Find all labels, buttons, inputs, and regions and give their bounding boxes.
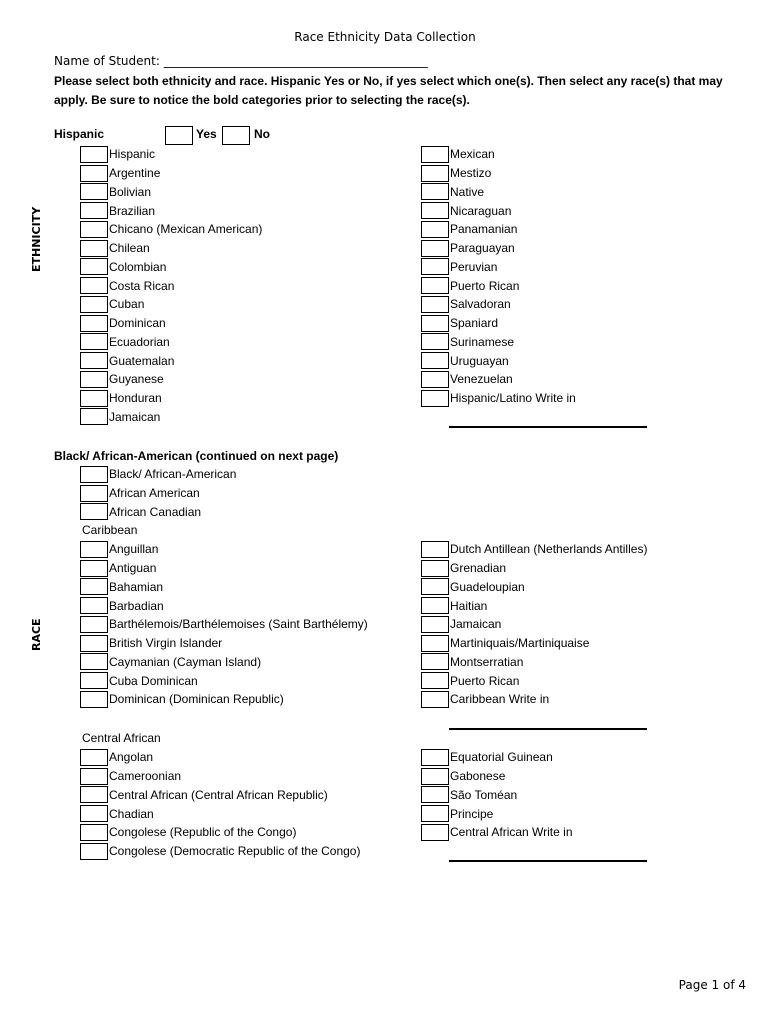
hispanic-option-label: Nicaraguan	[450, 203, 512, 218]
hispanic-option[interactable]	[80, 201, 155, 220]
hispanic-option[interactable]	[421, 183, 484, 202]
hispanic-option-label: Puerto Rican	[450, 278, 520, 293]
central-african-option-label: Gabonese	[450, 769, 506, 784]
hispanic-option-label: Spaniard	[450, 316, 499, 331]
central-african-option[interactable]	[421, 767, 505, 786]
hispanic-option[interactable]	[421, 145, 495, 164]
hispanic-option[interactable]	[80, 220, 262, 239]
hispanic-checkbox[interactable]	[421, 240, 449, 257]
caribbean-option-label: Martiniquais/Martiniquaise	[450, 636, 590, 651]
caribbean-option[interactable]	[80, 596, 164, 615]
race-side-label: RACE	[30, 618, 43, 651]
hispanic-option[interactable]	[80, 239, 150, 258]
hispanic-option-label: Costa Rican	[109, 278, 175, 293]
caribbean-option[interactable]	[80, 578, 163, 597]
central-african-option[interactable]	[80, 823, 296, 842]
central-african-option-label: Cameroonian	[109, 769, 182, 784]
central-african-option[interactable]	[421, 748, 553, 767]
hispanic-option[interactable]	[421, 201, 511, 220]
hispanic-checkbox[interactable]	[421, 165, 449, 182]
caribbean-option-label: Haitian	[450, 598, 488, 613]
hispanic-option-label: Ecuadorian	[109, 334, 170, 349]
caribbean-option[interactable]	[421, 578, 525, 597]
hispanic-option-label: Salvadoran	[450, 297, 511, 312]
caribbean-option[interactable]	[80, 653, 261, 672]
central-african-option[interactable]	[80, 767, 181, 786]
hispanic-checkbox[interactable]	[80, 390, 108, 407]
central-african-checkbox[interactable]	[80, 805, 108, 822]
hispanic-checkbox[interactable]	[421, 146, 449, 163]
hispanic-checkbox[interactable]	[80, 146, 108, 163]
hispanic-checkbox[interactable]	[421, 315, 449, 332]
hispanic-option[interactable]	[80, 295, 144, 314]
black-option[interactable]	[80, 484, 200, 503]
hispanic-checkbox[interactable]	[80, 371, 108, 388]
hispanic-no-checkbox[interactable]	[222, 126, 250, 145]
central-african-option-label: Central African Write in	[450, 825, 573, 840]
caribbean-option[interactable]	[421, 540, 647, 559]
caribbean-heading: Caribbean	[82, 523, 138, 537]
hispanic-option-label: Argentine	[109, 166, 161, 181]
hispanic-checkbox[interactable]	[80, 183, 108, 200]
black-option-label: African Canadian	[109, 504, 202, 519]
hispanic-checkbox[interactable]	[80, 333, 108, 350]
hispanic-checkbox[interactable]	[80, 202, 108, 219]
black-checkbox[interactable]	[80, 503, 108, 520]
hispanic-checkbox[interactable]	[80, 240, 108, 257]
caribbean-checkbox[interactable]	[421, 635, 449, 652]
central-african-option-label: Equatorial Guinean	[450, 750, 553, 765]
caribbean-option[interactable]	[421, 634, 589, 653]
caribbean-option[interactable]	[421, 559, 506, 578]
caribbean-checkbox[interactable]	[421, 560, 449, 577]
central-african-write-in-line[interactable]	[449, 860, 647, 862]
hispanic-checkbox[interactable]	[421, 202, 449, 219]
hispanic-option[interactable]	[421, 164, 491, 183]
caribbean-option-label: Caribbean Write in	[450, 692, 550, 707]
hispanic-option[interactable]	[80, 164, 160, 183]
hispanic-option-label: Hispanic/Latino Write in	[450, 391, 576, 406]
hispanic-option-label: Bolivian	[109, 184, 152, 199]
hispanic-checkbox[interactable]	[421, 296, 449, 313]
hispanic-option-label: Guatemalan	[109, 353, 175, 368]
hispanic-option[interactable]	[80, 276, 174, 295]
hispanic-option-label: Cuban	[109, 297, 145, 312]
hispanic-option-label: Venezuelan	[450, 372, 513, 387]
ethnicity-side-label: ETHNICITY	[30, 206, 43, 272]
black-option[interactable]	[80, 465, 236, 484]
hispanic-checkbox[interactable]	[80, 296, 108, 313]
hispanic-option[interactable]	[80, 183, 151, 202]
hispanic-checkbox[interactable]	[80, 352, 108, 369]
instructions: Please select both ethnicity and race. Hispanic Yes or No, if yes select which one(s). Then select any race(s) that may apply. Be sure to notice the bold categories prior to selecting the race(s).	[54, 74, 723, 107]
student-name-field[interactable]: Name of Student: ____________________________________________	[54, 54, 428, 68]
hispanic-checkbox[interactable]	[421, 277, 449, 294]
black-option[interactable]	[80, 503, 201, 522]
hispanic-option[interactable]	[421, 239, 515, 258]
caribbean-checkbox[interactable]	[421, 672, 449, 689]
caribbean-checkbox[interactable]	[80, 616, 108, 633]
hispanic-option[interactable]	[421, 389, 576, 408]
hispanic-option-label: Guyanese	[109, 372, 164, 387]
hispanic-option[interactable]	[421, 314, 498, 333]
central-african-option[interactable]	[421, 823, 573, 842]
caribbean-option-label: Montserratian	[450, 654, 524, 669]
hispanic-heading: Hispanic	[54, 127, 105, 141]
caribbean-checkbox[interactable]	[80, 691, 108, 708]
black-checkbox[interactable]	[80, 485, 108, 502]
central-african-checkbox[interactable]	[80, 824, 108, 841]
hispanic-option[interactable]	[421, 351, 509, 370]
hispanic-checkbox[interactable]	[421, 258, 449, 275]
caribbean-checkbox[interactable]	[80, 653, 108, 670]
caribbean-option-label: Guadeloupian	[450, 579, 525, 594]
caribbean-option[interactable]	[421, 596, 487, 615]
black-option-label: Black/ African-American	[109, 467, 237, 482]
caribbean-checkbox[interactable]	[421, 616, 449, 633]
caribbean-option-label: British Virgin Islander	[109, 636, 223, 651]
hispanic-checkbox[interactable]	[80, 408, 108, 425]
central-african-option[interactable]	[80, 842, 360, 861]
caribbean-option-label: Dutch Antillean (Netherlands Antilles)	[450, 542, 648, 557]
caribbean-option-label: Puerto Rican	[450, 673, 520, 688]
central-african-heading: Central African	[82, 731, 161, 745]
caribbean-option-label: Anguillan	[109, 542, 159, 557]
caribbean-option[interactable]	[421, 653, 523, 672]
caribbean-checkbox[interactable]	[80, 635, 108, 652]
hispanic-option[interactable]	[80, 333, 170, 352]
caribbean-checkbox[interactable]	[80, 597, 108, 614]
central-african-checkbox[interactable]	[421, 768, 449, 785]
hispanic-option-label: Colombian	[109, 259, 167, 274]
hispanic-checkbox[interactable]	[80, 165, 108, 182]
caribbean-write-in-line[interactable]	[449, 728, 647, 730]
central-african-option-label: Congolese (Democratic Republic of the Congo)	[109, 844, 361, 859]
caribbean-option[interactable]	[80, 671, 198, 690]
central-african-option[interactable]	[80, 786, 328, 805]
caribbean-option-label: Cuba Dominican	[109, 673, 198, 688]
black-heading: Black/ African-American (continued on next page)	[54, 449, 339, 463]
hispanic-option-label: Jamaican	[109, 409, 161, 424]
hispanic-no-label: No	[254, 127, 270, 141]
hispanic-option[interactable]	[80, 145, 155, 164]
hispanic-checkbox[interactable]	[80, 258, 108, 275]
caribbean-checkbox[interactable]	[421, 578, 449, 595]
central-african-option-label: Chadian	[109, 806, 154, 821]
hispanic-option-label: Mexican	[450, 147, 495, 162]
caribbean-option[interactable]	[80, 540, 158, 559]
central-african-checkbox[interactable]	[421, 824, 449, 841]
hispanic-option-label: Peruvian	[450, 259, 498, 274]
caribbean-checkbox[interactable]	[421, 597, 449, 614]
caribbean-option[interactable]	[80, 690, 284, 709]
central-african-option-label: Angolan	[109, 750, 154, 765]
caribbean-option-label: Grenadian	[450, 561, 507, 576]
caribbean-option[interactable]	[421, 615, 501, 634]
caribbean-option[interactable]	[421, 690, 549, 709]
black-checkbox[interactable]	[80, 466, 108, 483]
hispanic-option-label: Uruguayan	[450, 353, 509, 368]
caribbean-checkbox[interactable]	[421, 541, 449, 558]
central-african-checkbox[interactable]	[80, 749, 108, 766]
caribbean-option-label: Dominican (Dominican Republic)	[109, 692, 284, 707]
caribbean-option[interactable]	[80, 634, 222, 653]
hispanic-option-label: Brazilian	[109, 203, 156, 218]
hispanic-option[interactable]	[80, 258, 166, 277]
hispanic-option[interactable]	[421, 276, 519, 295]
caribbean-option[interactable]	[80, 559, 156, 578]
hispanic-option-label: Dominican	[109, 316, 166, 331]
caribbean-checkbox[interactable]	[80, 578, 108, 595]
caribbean-checkbox[interactable]	[421, 691, 449, 708]
hispanic-option-label: Mestizo	[450, 166, 492, 181]
hispanic-option[interactable]	[80, 389, 162, 408]
hispanic-checkbox[interactable]	[80, 277, 108, 294]
caribbean-checkbox[interactable]	[421, 653, 449, 670]
hispanic-option-label: Paraguayan	[450, 241, 515, 256]
hispanic-option[interactable]	[421, 220, 517, 239]
caribbean-checkbox[interactable]	[80, 541, 108, 558]
hispanic-option[interactable]	[80, 314, 166, 333]
hispanic-checkbox[interactable]	[80, 315, 108, 332]
central-african-option-label: Central African (Central African Republic)	[109, 787, 328, 802]
central-african-option-label: Principe	[450, 806, 494, 821]
central-african-checkbox[interactable]	[421, 749, 449, 766]
central-african-checkbox[interactable]	[80, 786, 108, 803]
caribbean-option-label: Jamaican	[450, 617, 502, 632]
caribbean-option[interactable]	[421, 671, 519, 690]
central-african-checkbox[interactable]	[80, 843, 108, 860]
hispanic-yes-label: Yes	[196, 127, 217, 141]
hispanic-yes-checkbox[interactable]	[165, 126, 193, 145]
central-african-option-label: São Toméan	[450, 787, 518, 802]
hispanic-option-label: Chilean	[109, 241, 150, 256]
caribbean-checkbox[interactable]	[80, 560, 108, 577]
page-title: Race Ethnicity Data Collection	[294, 30, 476, 44]
hispanic-option[interactable]	[421, 258, 497, 277]
central-african-option[interactable]	[80, 804, 154, 823]
caribbean-option-label: Barthélemois/Barthélemoises (Saint Barthélemy)	[109, 617, 368, 632]
hispanic-option[interactable]	[421, 295, 511, 314]
caribbean-option-label: Caymanian (Cayman Island)	[109, 654, 262, 669]
central-african-option-label: Congolese (Republic of the Congo)	[109, 825, 297, 840]
central-african-option[interactable]	[421, 804, 493, 823]
hispanic-option[interactable]	[421, 370, 513, 389]
hispanic-checkbox[interactable]	[80, 221, 108, 238]
hispanic-option-label: Panamanian	[450, 222, 518, 237]
central-african-option[interactable]	[80, 748, 153, 767]
hispanic-write-in-line[interactable]	[449, 426, 647, 428]
hispanic-checkbox[interactable]	[421, 371, 449, 388]
hispanic-option-label: Native	[450, 184, 485, 199]
hispanic-checkbox[interactable]	[421, 352, 449, 369]
page-number: Page 1 of 4	[678, 978, 746, 992]
central-african-checkbox[interactable]	[421, 805, 449, 822]
central-african-checkbox[interactable]	[80, 768, 108, 785]
hispanic-option-label: Honduran	[109, 391, 162, 406]
caribbean-checkbox[interactable]	[80, 672, 108, 689]
hispanic-option-label: Chicano (Mexican American)	[109, 222, 263, 237]
central-african-option[interactable]	[421, 786, 517, 805]
hispanic-option[interactable]	[80, 408, 160, 427]
caribbean-option-label: Antiguan	[109, 561, 157, 576]
hispanic-option[interactable]	[421, 333, 514, 352]
hispanic-option[interactable]	[80, 370, 164, 389]
hispanic-checkbox[interactable]	[421, 221, 449, 238]
caribbean-option-label: Barbadian	[109, 598, 164, 613]
black-option-label: African American	[109, 486, 200, 501]
hispanic-option[interactable]	[80, 351, 174, 370]
hispanic-checkbox[interactable]	[421, 333, 449, 350]
caribbean-option-label: Bahamian	[109, 579, 164, 594]
caribbean-option[interactable]	[80, 615, 368, 634]
hispanic-checkbox[interactable]	[421, 183, 449, 200]
hispanic-checkbox[interactable]	[421, 390, 449, 407]
hispanic-option-label: Hispanic	[109, 147, 156, 162]
hispanic-option-label: Surinamese	[450, 334, 515, 349]
central-african-checkbox[interactable]	[421, 786, 449, 803]
